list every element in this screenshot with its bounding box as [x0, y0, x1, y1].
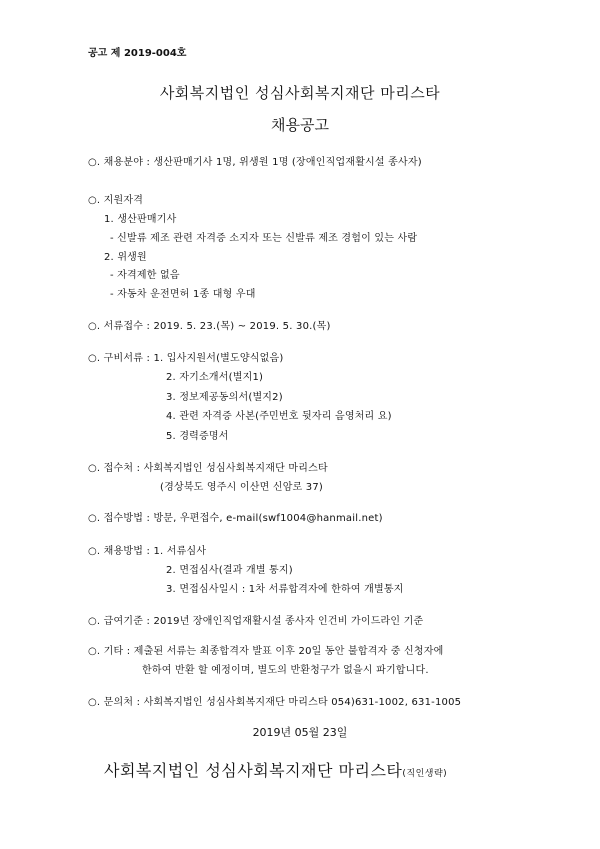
- application-period: ○. 서류접수 : 2019. 5. 23.(목) ~ 2019. 5. 30.(목): [88, 321, 331, 332]
- documents-item-4: 4. 관련 자격증 사본(주민번호 뒷자리 음영처리 요): [166, 411, 392, 422]
- reception-method: ○. 접수방법 : 방문, 우편접수, e-mail(swf1004@hanmail.net): [88, 513, 383, 524]
- qualification-2-title: 2. 위생원: [104, 252, 147, 263]
- qualification-1-detail: - 신발류 제조 관련 자격증 소지자 또는 신발류 제조 경험이 있는 사람: [110, 233, 418, 244]
- documents-item-5: 5. 경력증명서: [166, 431, 229, 442]
- reception-address: (경상북도 영주시 이산면 신암로 37): [160, 482, 324, 493]
- footer-organization: 사회복지법인 성심사회복지재단 마리스타: [104, 761, 403, 780]
- qualification-1-title: 1. 생산판매기사: [104, 214, 177, 225]
- etc-line-1: ○. 기타 : 제출된 서류는 최종합격자 발표 이후 20일 동안 불합격자 중 신청자에: [88, 646, 444, 657]
- selection-step-1: ○. 채용방법 : 1. 서류심사: [88, 546, 207, 557]
- selection-step-2: 2. 면접심사(결과 개별 통지): [166, 565, 293, 576]
- reception-place: ○. 접수처 : 사회복지법인 성심사회복지재단 마리스타: [88, 463, 328, 474]
- qualification-title: ○. 지원자격: [88, 195, 144, 206]
- documents-item-2: 2. 자기소개서(별지1): [166, 372, 264, 383]
- document-title: 사회복지법인 성심사회복지재단 마리스타: [159, 84, 441, 102]
- documents-item-1: ○. 구비서류 : 1. 입사지원서(별도양식없음): [88, 353, 284, 364]
- footer-signature: [104, 758, 447, 781]
- seal-note: (직인생략): [402, 769, 448, 779]
- selection-step-3: 3. 면접심사일시 : 1차 서류합격자에 한하여 개별통지: [166, 584, 404, 595]
- documents-item-3: 3. 정보제공동의서(별지2): [166, 392, 283, 403]
- qualification-2-detail-2: - 자동차 운전면허 1종 대형 우대: [110, 289, 256, 300]
- salary-standard: ○. 급여기준 : 2019년 장애인직업재활시설 종사자 인건비 가이드라인 기준: [88, 616, 424, 627]
- recruit-field: ○. 채용분야 : 생산판매기사 1명, 위생원 1명 (장애인직업재활시설 종사자): [88, 157, 422, 168]
- contact-info: ○. 문의처 : 사회복지법인 성심사회복지재단 마리스타 054)631-1002, 631-1005: [88, 697, 462, 708]
- announcement-date: 2019년 05월 23일: [252, 726, 348, 739]
- notice-number: 공고 제 2019-004호: [88, 48, 187, 59]
- document-subtitle: 채용공고: [271, 116, 329, 134]
- etc-line-2: 한하여 반환 할 예정이며, 별도의 반환청구가 없을시 파기합니다.: [142, 665, 429, 676]
- qualification-2-detail-1: - 자격제한 없음: [110, 270, 180, 281]
